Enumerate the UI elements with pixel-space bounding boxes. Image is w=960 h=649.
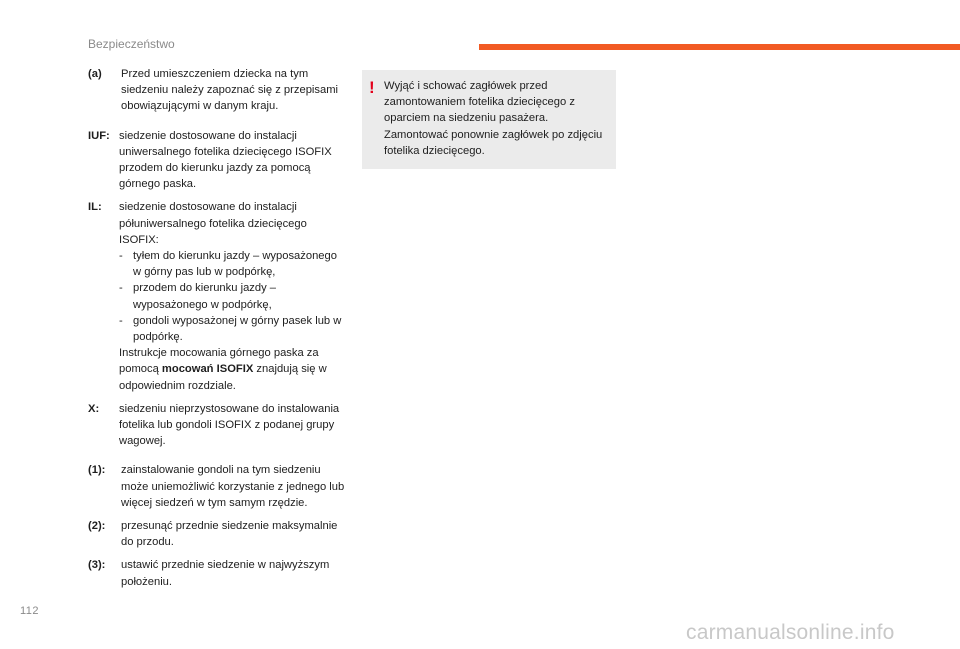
definition-term: IUF:	[88, 129, 110, 142]
definition-iuf	[88, 128, 348, 193]
definition-il	[88, 199, 348, 393]
definition-note: Instrukcje mocowania górnego paska za pomocą mocowań ISOFIX znajdują się w odpowiednim rozdziale.	[119, 347, 327, 392]
warning-text: Wyjąć i schować zagłówek przed zamontowaniem fotelika dziecięcego z oparciem na siedzeniu pasażera. Zamontować ponownie zagłówek po zdjęciu fotelika dziecięcego.	[384, 80, 603, 157]
isofix-emphasis: mocowań ISOFIX	[161, 363, 254, 376]
definition-term: (a)	[88, 68, 102, 80]
definition-text: przesunąć przednie siedzenie maksymalnie do przodu.	[121, 520, 338, 549]
list-item: - przodem do kierunku jazdy – wyposażonego w podpórkę,	[119, 282, 277, 311]
definition-text: siedzenie dostosowane do instalacji półuniwersalnego fotelika dziecięcego ISOFIX:	[119, 201, 307, 246]
definition-term: IL:	[88, 201, 102, 214]
definition-text: siedzeniu nieprzystosowane do instalowania fotelika lub gondoli ISOFIX z podanej grupy wagowej.	[119, 402, 340, 448]
page-number: 112	[20, 605, 40, 617]
list-item: - gondoli wyposażonej w górny pasek lub w podpórkę.	[119, 314, 342, 344]
definition-term: X:	[88, 402, 100, 415]
definition-1	[88, 462, 348, 511]
warning-box	[362, 70, 616, 169]
definition-text: Przed umieszczeniem dziecka na tym siedzeniu należy zapoznać się z przepisami obowiązującymi w danym kraju.	[121, 68, 339, 113]
watermark: carmanualsonline.info	[686, 621, 895, 644]
definition-a	[88, 66, 348, 115]
definition-3	[88, 557, 348, 589]
definition-sublist	[119, 248, 348, 345]
definition-text: siedzenie dostosowane do instalacji uniwersalnego fotelika dziecięcego ISOFIX przodem do kierunku jazdy za pomocą górnego paska.	[119, 129, 332, 191]
definition-term: (1):	[88, 464, 106, 477]
definitions-list	[88, 66, 348, 597]
definition-term: (3):	[88, 559, 106, 572]
definition-2	[88, 518, 348, 550]
definition-term: (2):	[88, 520, 106, 533]
definition-x	[88, 401, 348, 450]
list-item: - tyłem do kierunku jazdy – wyposażonego w górny pas lub w podpórkę,	[119, 250, 337, 279]
exclamation-icon: !	[369, 78, 375, 97]
section-title: Bezpieczeństwo	[88, 37, 175, 51]
header-accent-bar	[479, 44, 960, 50]
definition-text: zainstalowanie gondoli na tym siedzeniu może uniemożliwić korzystanie z jednego lub więcej siedzeń w tym samym rzędzie.	[121, 464, 345, 509]
definition-text: ustawić przednie siedzenie w najwyższym położeniu.	[121, 559, 330, 588]
